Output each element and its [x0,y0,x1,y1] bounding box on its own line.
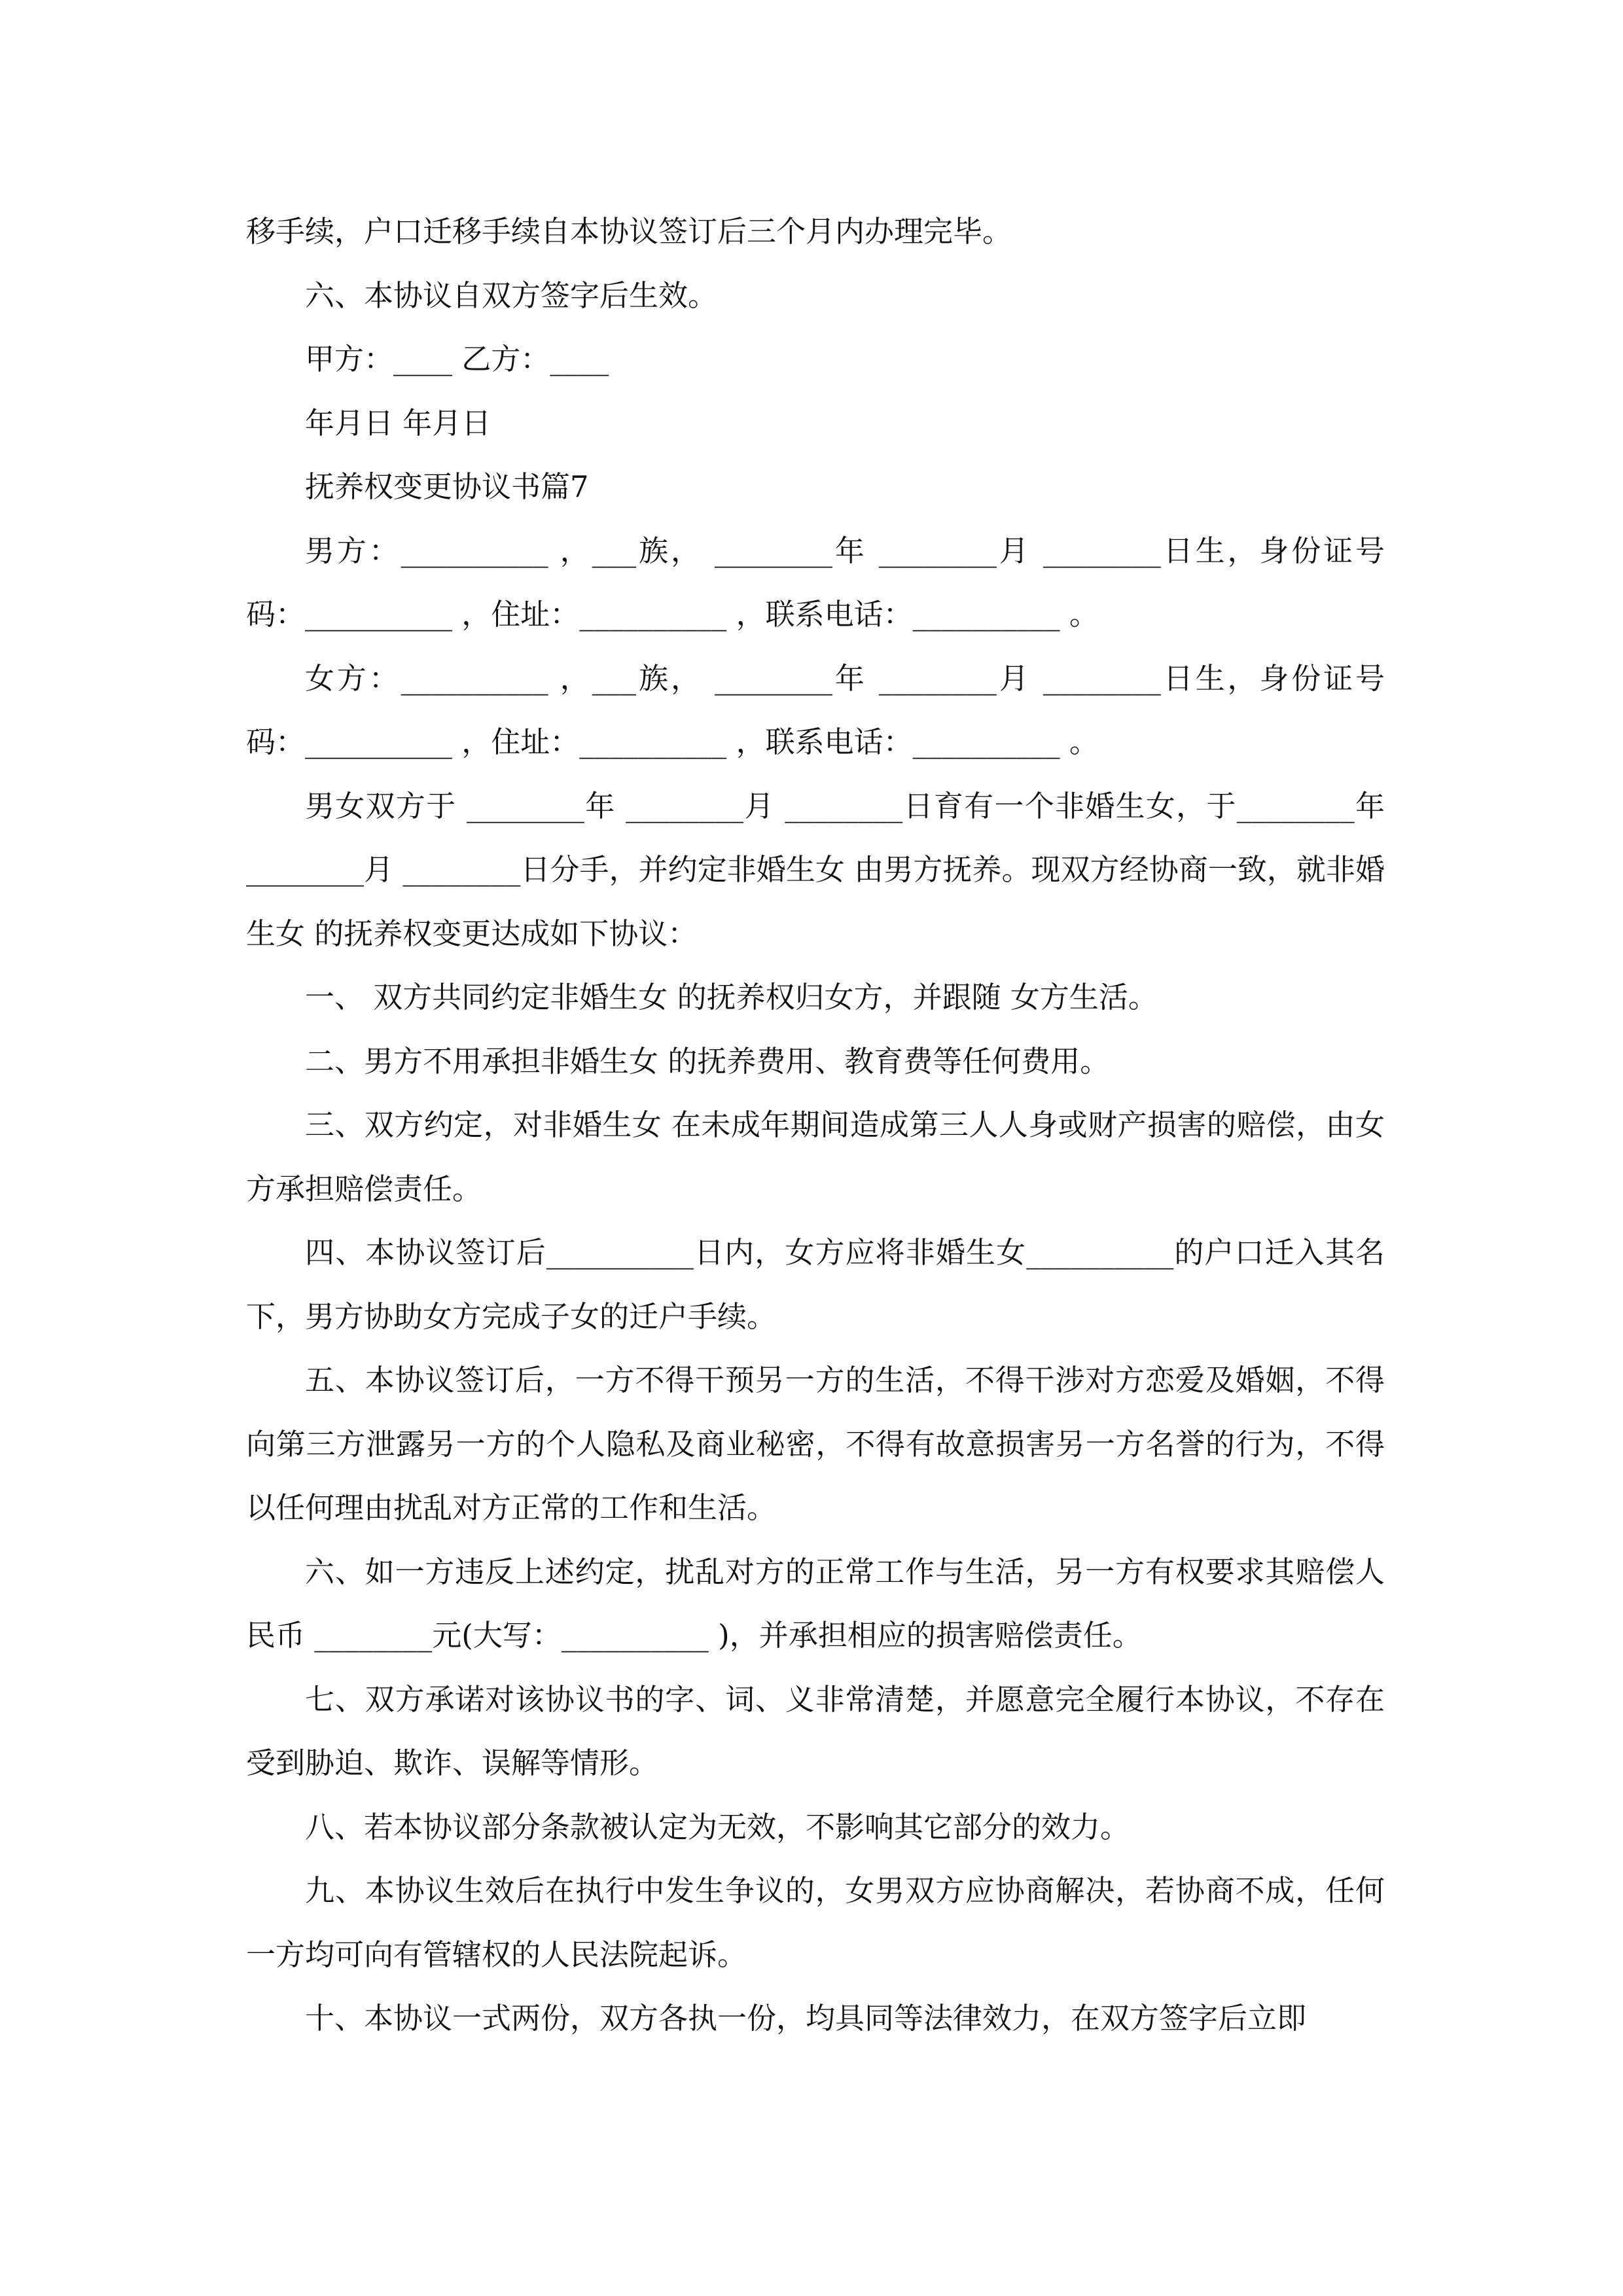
paragraph-effective-clause: 六、本协议自双方签字后生效。 [305,278,718,313]
clause-3: 三、双方约定，对非婚生女 在未成年期间造成第三人人身或财产损害的赔偿，由女方承担赔偿责任。 [246,1107,1385,1206]
paragraph-transfer-continuation: 移手续，户口迁移手续自本协议签订后三个月内办理完毕。 [246,214,1012,249]
paragraph-male-party-info: 男方：__________ ，___族， ________年 ________月 ________日生，身份证号码：__________ ，住址：__________ ，联系电话：__________ 。 [246,533,1385,632]
document-body [246,200,1395,2051]
section-heading: 抚养权变更协议书篇7 [305,469,589,504]
clause-1: 一、 双方共同约定非婚生女 的抚养权归女方，并跟随 女方生活。 [305,980,1158,1014]
clause-4: 四、本协议签订后__________日内，女方应将非婚生女__________的户口迁入其名下，男方协助女方完成子女的迁户手续。 [246,1235,1385,1334]
clause-8: 八、若本协议部分条款被认定为无效，不影响其它部分的效力。 [305,1809,1130,1844]
paragraph-preamble: 男女双方于 ________年 ________月 ________日育有一个非婚生女，于________年 ________月 ________日分手，并约定非婚生女 由男方抚养。现双方经协商一致，就非婚生女 的抚养权变更达成如下协议： [246,788,1395,951]
clause-2: 二、男方不用承担非婚生女 的抚养费用、教育费等任何费用。 [305,1043,1110,1079]
clause-10: 十、本协议一式两份，双方各执一份，均具同等法律效力，在双方签字后立即 [305,2001,1307,2036]
paragraph-signature-dates: 年月日 年月日 [305,405,491,440]
paragraph-signature-parties: 甲方：____ 乙方：____ [305,342,609,376]
clause-5: 五、本协议签订后，一方不得干预另一方的生活，不得干涉对方恋爱及婚姻，不得向第三方泄露另一方的个人隐私及商业秘密，不得有故意损害另一方名誉的行为，不得以任何理由扰乱对方正常的工作和生活。 [246,1363,1385,1525]
clause-6: 六、如一方违反上述约定，扰乱对方的正常工作与生活，另一方有权要求其赔偿人民币 ________元(大写：__________ )，并承担相应的损害赔偿责任。 [246,1554,1385,1653]
clause-7: 七、双方承诺对该协议书的字、词、义非常清楚，并愿意完全履行本协议，不存在受到胁迫、欺诈、误解等情形。 [246,1681,1385,1780]
clause-9: 九、本协议生效后在执行中发生争议的，女男双方应协商解决，若协商不成，任何一方均可向有管辖权的人民法院起诉。 [246,1873,1385,1972]
paragraph-female-party-info: 女方：__________ ，___族， ________年 ________月 ________日生，身份证号码：__________ ，住址：__________ ，联系电话：__________ 。 [246,660,1385,759]
